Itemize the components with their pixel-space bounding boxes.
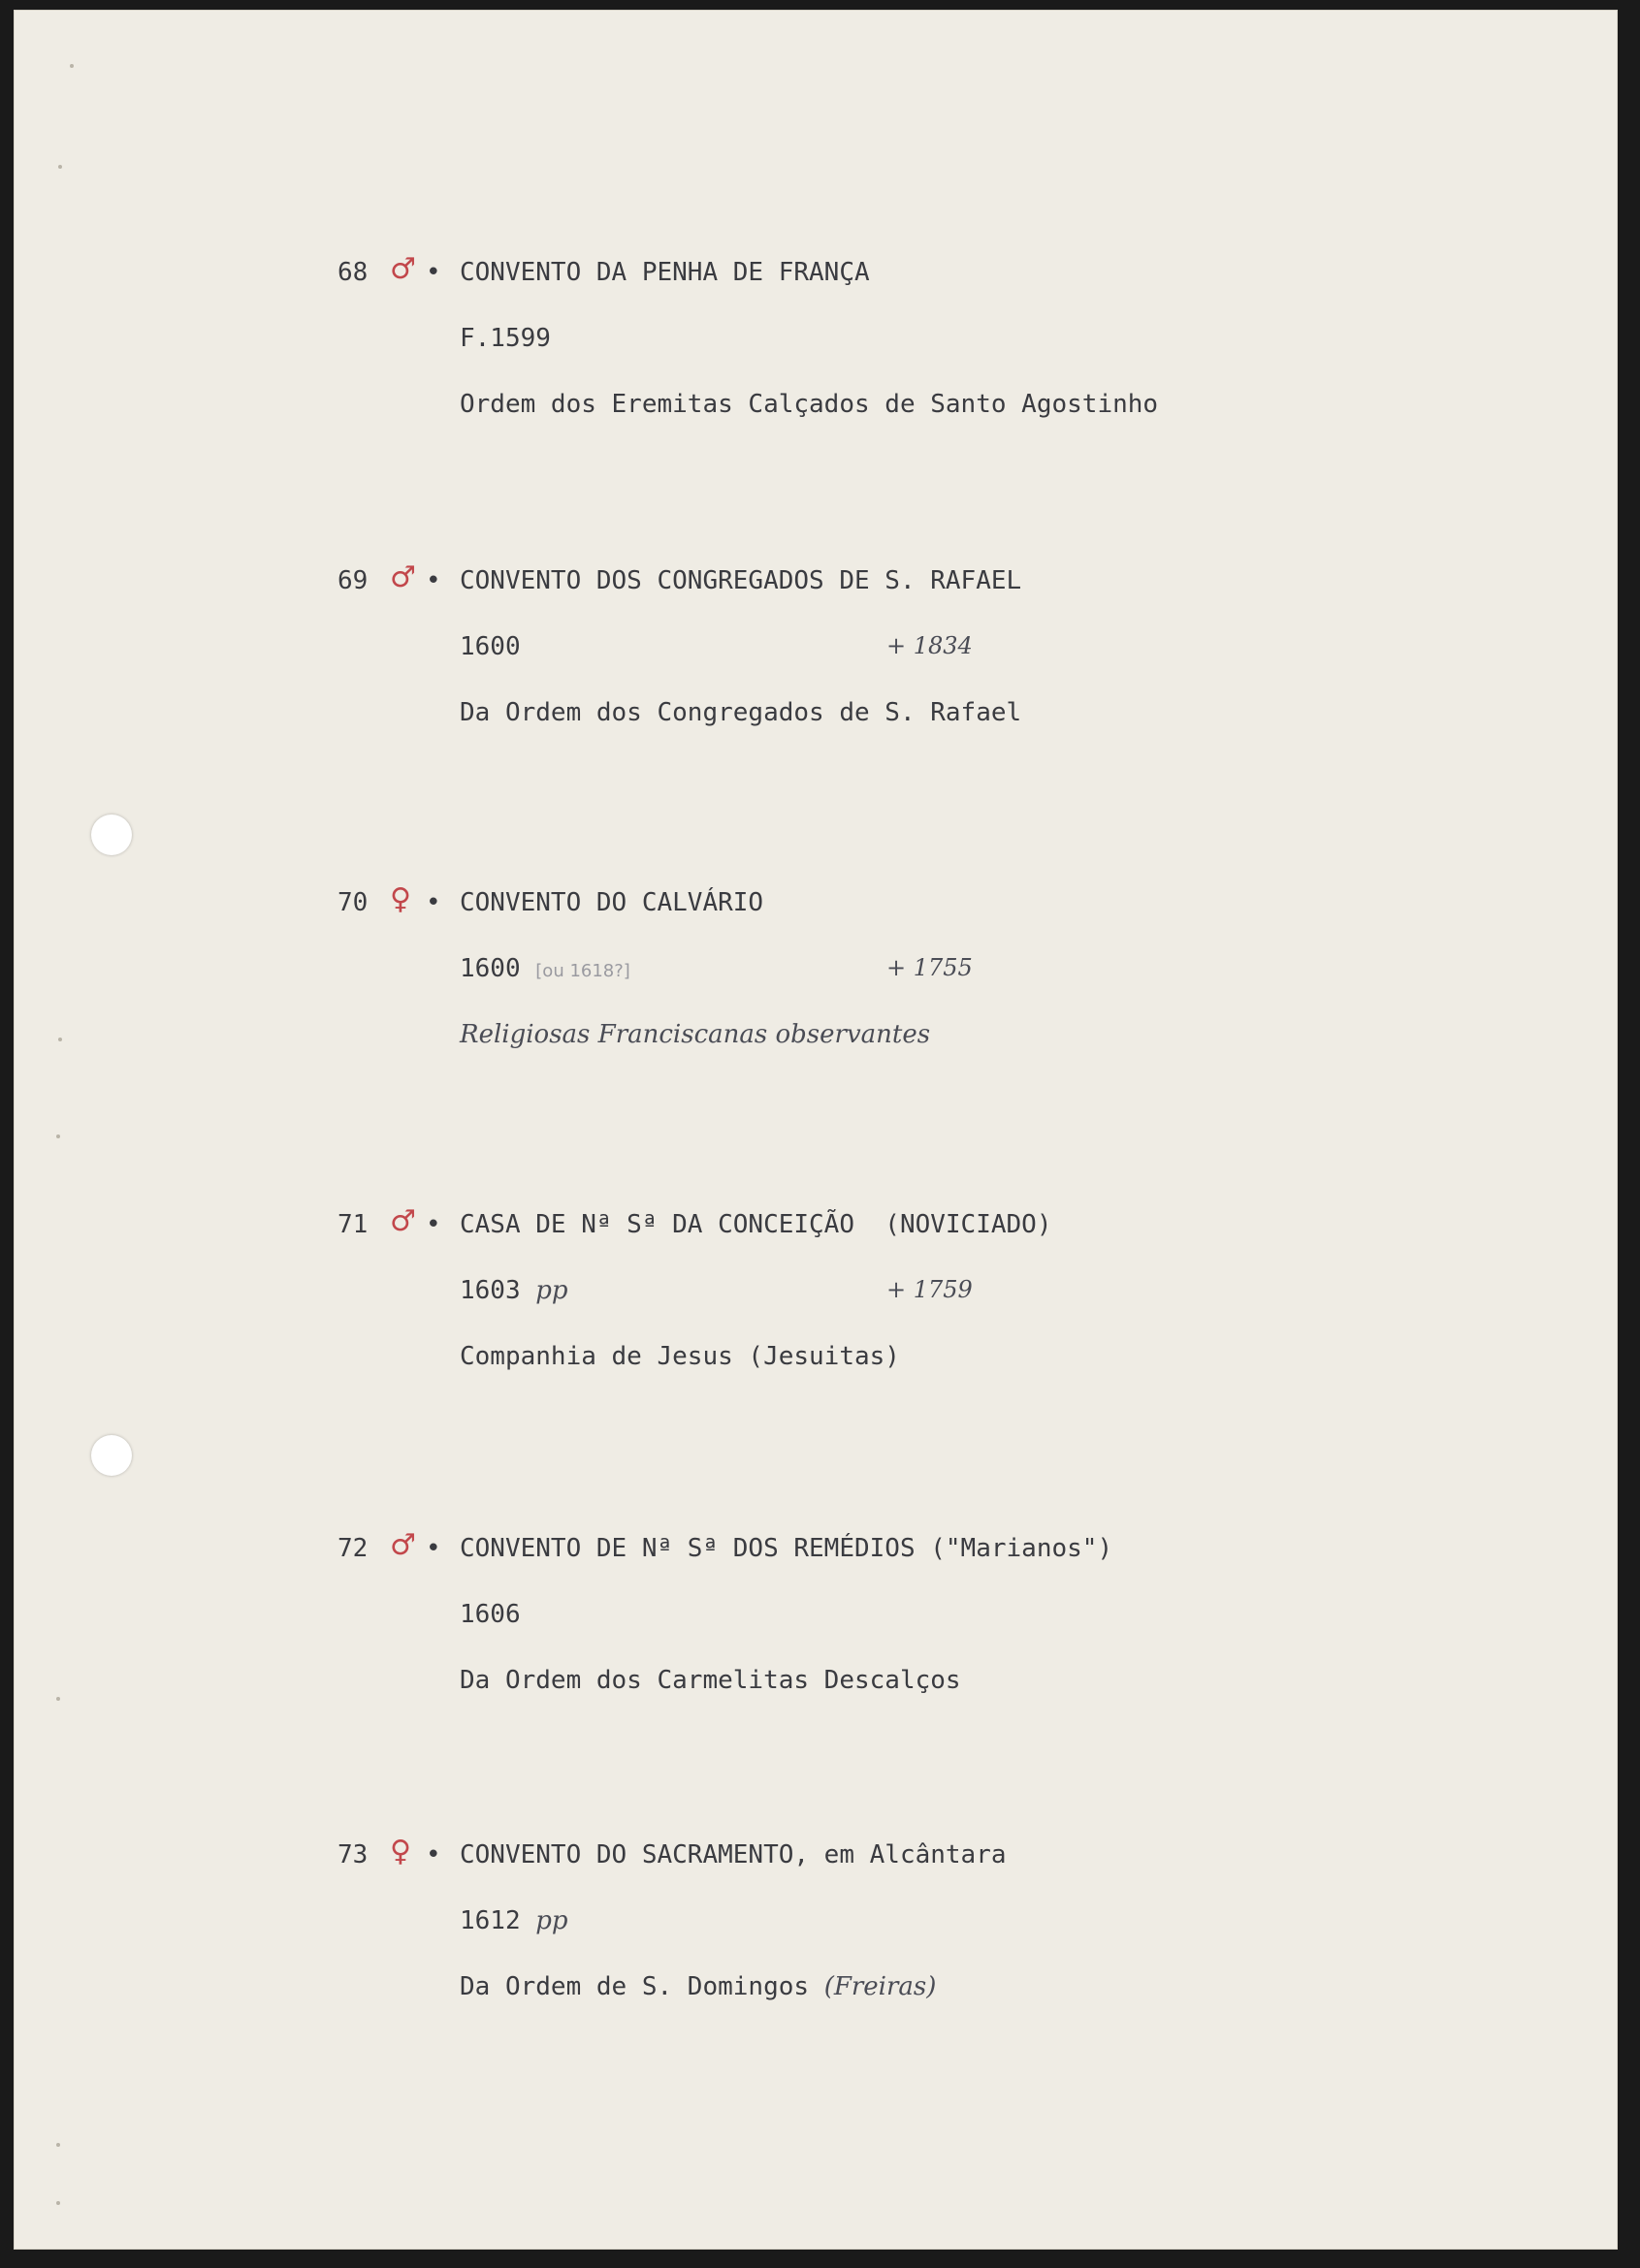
convent-entry	[14, 1835, 1618, 2160]
year-value: 1603	[460, 1276, 521, 1305]
female-symbol-icon: ♀	[390, 882, 411, 916]
paper-speck	[70, 64, 74, 68]
suppression-year: + 1759	[886, 1276, 973, 1303]
separator-dot: •	[426, 566, 441, 595]
year-value: 1612	[460, 1906, 521, 1935]
religious-order	[460, 1972, 936, 2001]
male-symbol-icon: ♂	[390, 1204, 416, 1238]
paper-speck	[58, 165, 62, 169]
year-value: 1600	[460, 954, 521, 983]
religious-order: Ordem dos Eremitas Calçados de Santo Agostinho	[460, 390, 1159, 419]
year-value: 1606	[460, 1600, 521, 1629]
convent-name: CONVENTO DA PENHA DE FRANÇA	[460, 258, 870, 287]
convent-name: CONVENTO DOS CONGREGADOS DE S. RAFAEL	[460, 566, 1022, 595]
year-pencil-note: [ou 1618?]	[535, 961, 630, 981]
foundation-year	[460, 1600, 521, 1629]
suppression-year: + 1755	[886, 954, 973, 981]
foundation-year	[460, 954, 630, 983]
male-symbol-icon: ♂	[390, 1528, 416, 1562]
separator-dot: •	[426, 1210, 441, 1239]
convent-entry	[14, 1204, 1618, 1530]
document-page	[14, 10, 1618, 2250]
separator-dot: •	[426, 1534, 441, 1563]
male-symbol-icon: ♂	[390, 560, 416, 594]
convent-name: CONVENTO DE Nª Sª DOS REMÉDIOS ("Marianos")	[460, 1534, 1113, 1563]
year-handwritten-note: pp	[535, 1276, 568, 1305]
convent-name: CASA DE Nª Sª DA CONCEIÇÃO (NOVICIADO)	[460, 1210, 1052, 1239]
convent-entry	[14, 252, 1618, 578]
foundation-year	[460, 1906, 568, 1935]
order-text: Da Ordem de S. Domingos	[460, 1972, 810, 2001]
convent-entry	[14, 882, 1618, 1208]
order-handwritten-note: (Freiras)	[823, 1972, 937, 2001]
entry-number: 71	[338, 1210, 369, 1239]
entry-number: 69	[338, 566, 369, 595]
separator-dot: •	[426, 258, 441, 287]
male-symbol-icon: ♂	[390, 252, 416, 286]
entry-number: 68	[338, 258, 369, 287]
convent-entry	[14, 560, 1618, 886]
female-symbol-icon: ♀	[390, 1835, 411, 1869]
religious-order: Da Ordem dos Congregados de S. Rafael	[460, 698, 1022, 727]
entry-number: 72	[338, 1534, 369, 1563]
year-value: F.1599	[460, 324, 551, 353]
entry-number: 70	[338, 888, 369, 917]
year-handwritten-note: pp	[535, 1906, 568, 1935]
foundation-year	[460, 1276, 568, 1305]
convent-name: CONVENTO DO SACRAMENTO, em Alcântara	[460, 1840, 1007, 1869]
convent-name: CONVENTO DO CALVÁRIO	[460, 888, 764, 917]
religious-order: Da Ordem dos Carmelitas Descalços	[460, 1666, 961, 1695]
separator-dot: •	[426, 888, 441, 917]
religious-order: Companhia de Jesus (Jesuitas)	[460, 1342, 900, 1371]
year-value: 1600	[460, 632, 521, 661]
convent-entry	[14, 1528, 1618, 1854]
paper-speck	[56, 2201, 60, 2205]
suppression-year: + 1834	[886, 632, 973, 659]
foundation-year	[460, 324, 551, 353]
foundation-year	[460, 632, 521, 661]
religious-order: Religiosas Franciscanas observantes	[460, 1020, 931, 1049]
separator-dot: •	[426, 1840, 441, 1869]
entry-number: 73	[338, 1840, 369, 1869]
